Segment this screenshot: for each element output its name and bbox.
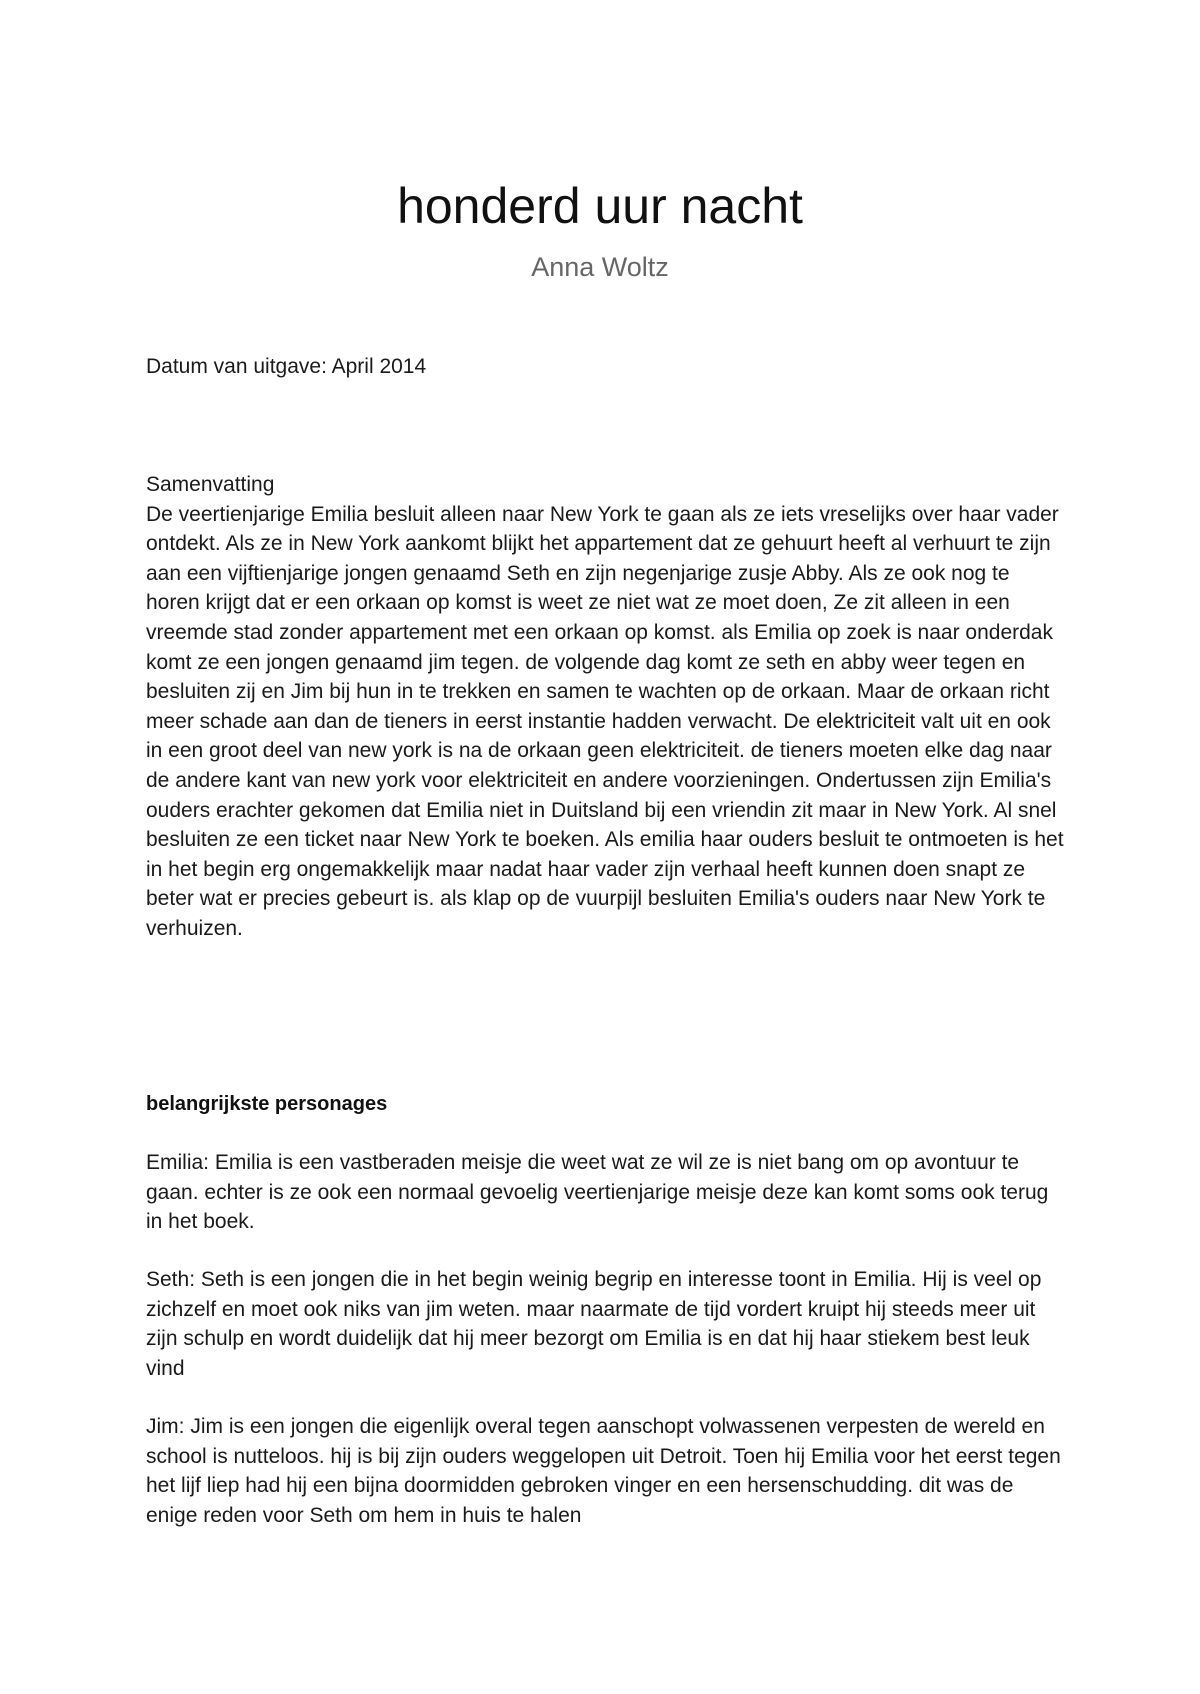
character-seth: Seth: Seth is een jongen die in het begin weinig begrip en interesse toont in Emilia. Hij is veel op zichzelf en moet ook niks van jim weten. maar naarmate de tijd vordert kruipt hij steeds meer uit zijn schulp en wordt duidelijk dat hij meer bezorgt om Emilia is en dat hij haar stiekem best leuk vind [146, 1268, 1042, 1380]
summary-heading: Samenvatting [146, 473, 275, 496]
author-name: Anna Woltz [531, 252, 669, 282]
characters-heading: belangrijkste personages [146, 1093, 388, 1115]
character-jim: Jim: Jim is een jongen die eigenlijk overal tegen aanschopt volwassenen verpesten de wereld en school is nutteloos. hij is bij zijn ouders weggelopen uit Detroit. Toen hij Emilia voor het eerst tegen het lijf liep had hij een bijna doormidden gebroken vinger en een hersenschudding. dit was de enige reden voor Seth om hem in huis te halen [146, 1415, 1061, 1527]
publication-date: Datum van uitgave: April 2014 [146, 355, 427, 378]
summary-text: De veertienjarige Emilia besluit alleen naar New York te gaan als ze iets vreselijks over haar vader ontdekt. Als ze in New York aankomt blijkt het appartement dat ze gehuurt heeft al verhuurt te zijn aan een vijftienjarige jongen genaamd Seth en zijn negenjarige zusje Abby. Als ze ook nog te horen krijgt dat er een orkaan op komst is weet ze niet wat ze moet doen, Ze zit alleen in een vreemde stad zonder appartement met een orkaan op komst. als Emilia op zoek is naar onderdak komt ze een jongen genaamd jim tegen. de volgende dag komt ze seth en abby weer tegen en besluiten zij en Jim bij hun in te trekken en samen te wachten op de orkaan. Maar de orkaan richt meer schade aan dan de tieners in eerst instantie hadden verwacht. De elektriciteit valt uit en ook in een groot deel van new york is na de orkaan geen elektriciteit. de tieners moeten elke dag naar de andere kant van new york voor elektriciteit en andere voorzieningen. Ondertussen zijn Emilia's ouders erachter gekomen dat Emilia niet in Duitsland bij een vriendin zit maar in New York. Al snel besluiten ze een ticket naar New York te boeken. Als emilia haar ouders besluit te ontmoeten is het in het begin erg ongemakkelijk maar nadat haar vader zijn verhaal heeft kunnen doen snapt ze beter wat er precies gebeurt is. als klap op de vuurpijl besluiten Emilia's ouders naar New York te verhuizen. [146, 502, 1064, 940]
character-emilia: Emilia: Emilia is een vastberaden meisje die weet wat ze wil ze is niet bang om op avontuur te gaan. echter is ze ook een normaal gevoelig veertienjarige meisje deze kan komt soms ook terug in het boek. [146, 1151, 1049, 1234]
summary-section [146, 470, 1066, 944]
document-title: honderd uur nacht [397, 178, 803, 234]
